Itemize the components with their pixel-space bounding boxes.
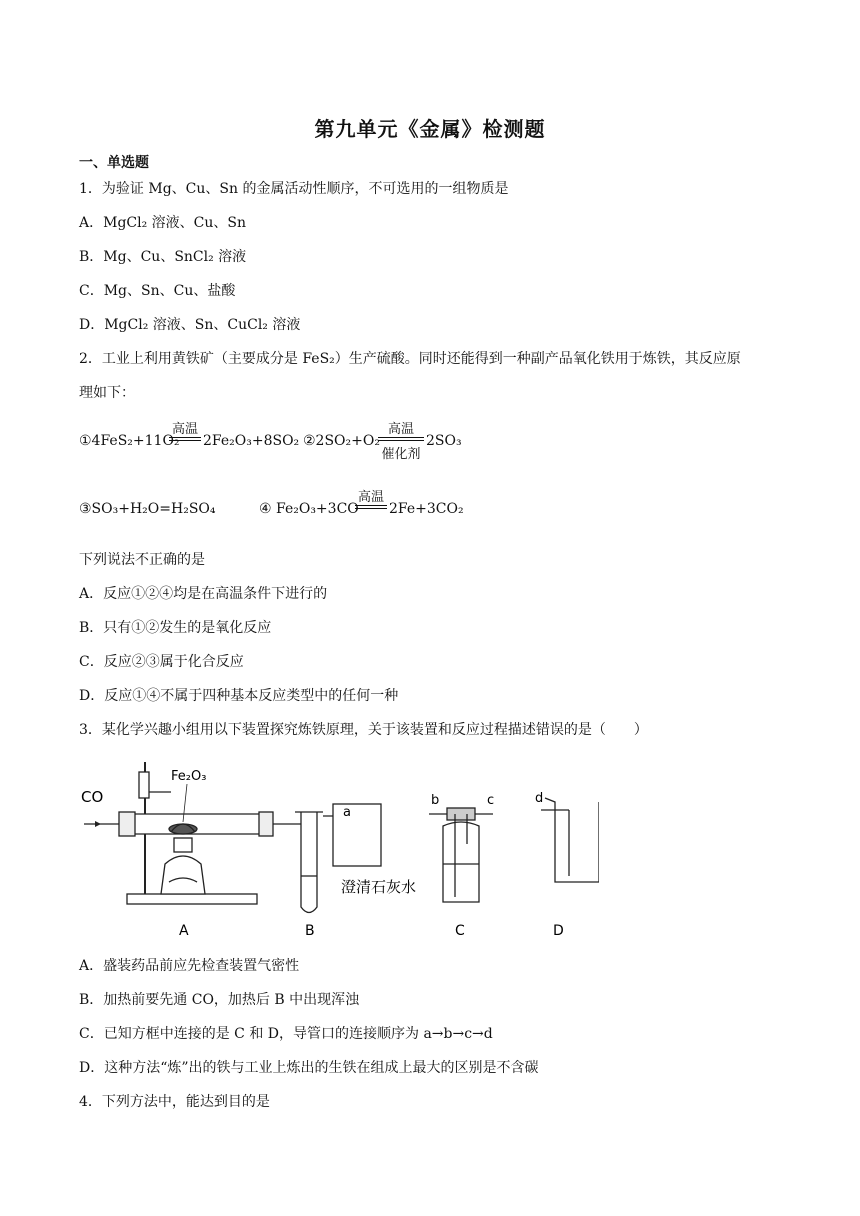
q2-option-b: B．只有①②发生的是氧化反应 (79, 620, 272, 636)
page-title: 第九单元《金属》检测题 (314, 117, 546, 141)
q3-stem: 3．某化学兴趣小组用以下装置探究炼铁原理，关于该装置和反应过程描述错误的是（ ） (79, 722, 648, 738)
apparatus-diagram (79, 752, 599, 942)
q2-option-d: D．反应①④不属于四种基本反应类型中的任何一种 (79, 688, 399, 704)
apparatus-b (295, 804, 381, 913)
label-d-port: d (535, 791, 544, 806)
reaction-2-condition-bottom: 催化剂 (381, 447, 421, 462)
reaction-2-equals-sign (378, 437, 424, 441)
co-arrow-head (95, 821, 101, 827)
test-tube (301, 812, 317, 913)
reaction-2-condition-top: 高温 (387, 422, 414, 437)
clamp-holder (139, 772, 149, 798)
label-b-port: b (431, 793, 440, 808)
reaction-4-condition: 高温 (357, 490, 384, 505)
reaction-4-products: 2Fe+3CO₂ (389, 501, 464, 517)
label-b: B (305, 923, 315, 939)
q1-option-b: B．Mg、Cu、SnCl₂ 溶液 (79, 249, 247, 265)
tube-right-stopper (259, 812, 273, 836)
bottle-stopper (447, 808, 475, 820)
q2-stem-line2: 理如下： (79, 385, 135, 401)
wash-bottle (443, 822, 479, 902)
reaction-3: ③SO₃+H₂O=H₂SO₄ (79, 501, 216, 517)
reaction-1-condition: 高温 (171, 422, 198, 437)
section-heading: 一、单选题 (79, 155, 149, 171)
q3-option-a: A．盛装药品前应先检查装置气密性 (79, 958, 300, 974)
apparatus-d (541, 798, 599, 882)
tube-left-stopper (119, 812, 135, 836)
reaction-2-products: 2SO₃ (426, 433, 462, 449)
reaction-1-equals-sign (169, 437, 201, 441)
label-a-port: a (343, 805, 351, 820)
label-a: A (179, 923, 189, 939)
q2-option-c: C．反应②③属于化合反应 (79, 654, 244, 670)
co-label: CO (81, 788, 104, 806)
label-c-port: c (487, 793, 495, 808)
burner-wick (174, 838, 192, 852)
q1-option-c: C．Mg、Sn、Cu、盐酸 (79, 283, 236, 299)
reaction-1-products: 2Fe₂O₃+8SO₂ (203, 433, 300, 449)
q4-stem: 4．下列方法中，能达到目的是 (79, 1094, 270, 1110)
reaction-4-equals-sign (355, 505, 387, 509)
q1-option-d: D．MgCl₂ 溶液、Sn、CuCl₂ 溶液 (79, 317, 301, 333)
fe2o3-label: Fe₂O₃ (171, 769, 207, 784)
q2-stem-line1: 2．工业上利用黄铁矿（主要成分是 FeS₂）生产硫酸。同时还能得到一种副产品氧化铁用于炼铁，其反应原 (79, 351, 741, 367)
q1-stem: 1．为验证 Mg、Cu、Sn 的金属活动性顺序，不可选用的一组物质是 (79, 181, 509, 197)
q3-option-d: D．这种方法“炼”出的铁与工业上炼出的生铁在组成上最大的区别是不含碳 (79, 1060, 539, 1076)
label-c: C (455, 923, 465, 939)
q1-option-a: A．MgCl₂ 溶液、Cu、Sn (79, 215, 246, 231)
q2-option-a: A．反应①②④均是在高温条件下进行的 (79, 586, 328, 602)
reaction-1-reactants: ①4FeS₂+11O₂ (79, 433, 180, 449)
reaction-2-reactants: ②2SO₂+O₂ (303, 433, 380, 449)
q2-prompt: 下列说法不正确的是 (79, 552, 205, 568)
stand-base (127, 894, 257, 904)
q3-option-b: B．加热前要先通 CO，加热后 B 中出现浑浊 (79, 992, 360, 1008)
apparatus-c (429, 808, 493, 902)
dashed-box (333, 804, 381, 866)
alcohol-burner (161, 856, 205, 894)
limewater-label: 澄清石灰水 (341, 878, 417, 896)
reaction-4-reactants: ④ Fe₂O₃+3CO (259, 501, 359, 517)
label-d: D (553, 923, 564, 939)
q3-option-c: C．已知方框中连接的是 C 和 D，导管口的连接顺序为 a→b→c→d (79, 1026, 493, 1042)
